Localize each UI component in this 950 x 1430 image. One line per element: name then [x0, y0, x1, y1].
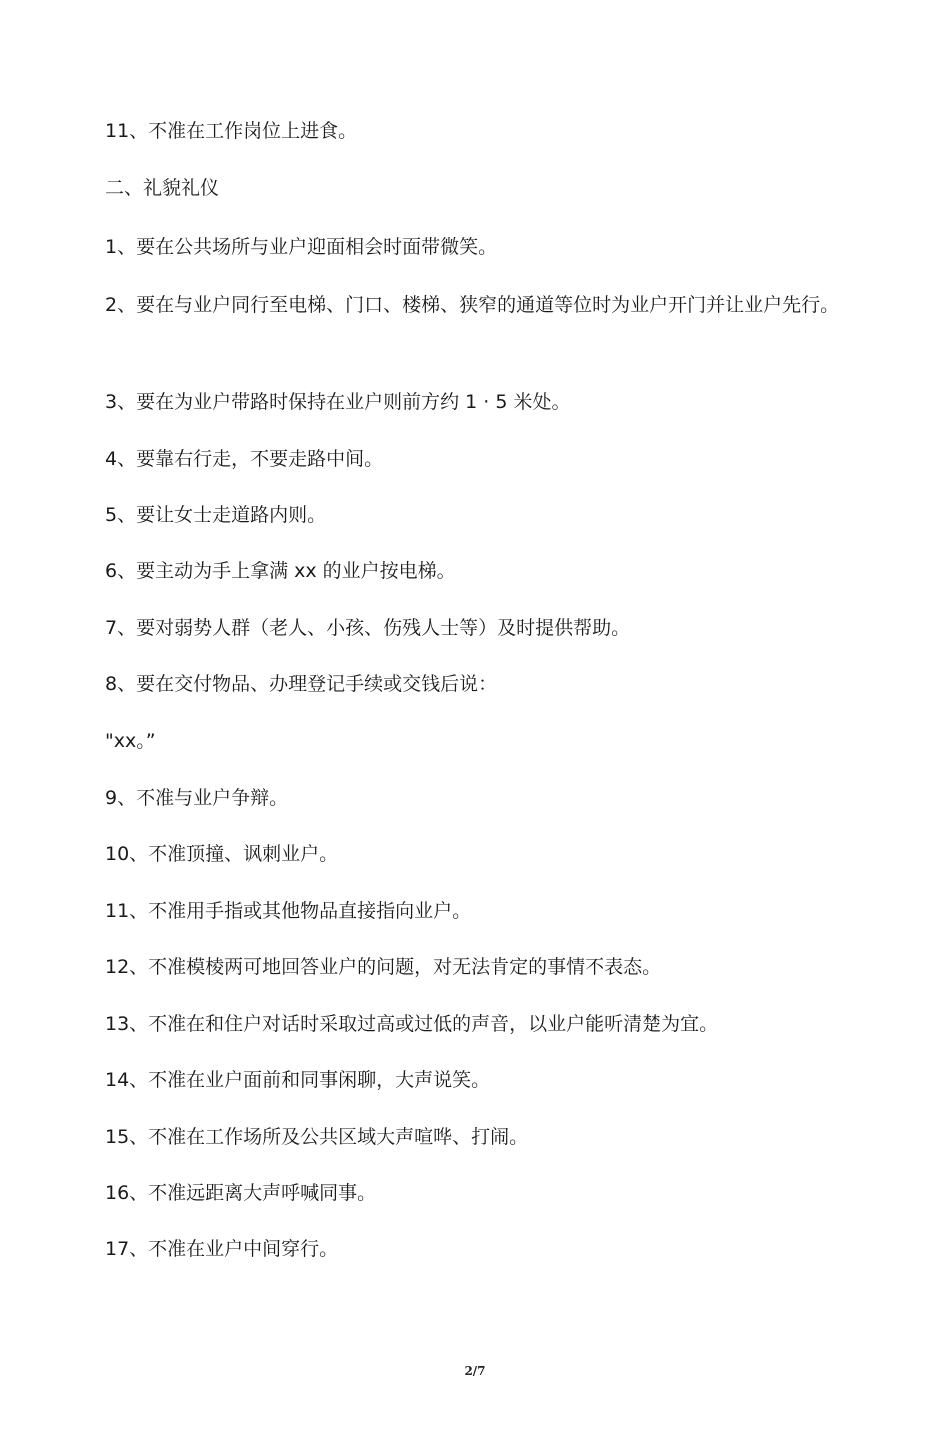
- paragraph-17: 16、不准远距离大声呼喊同事。: [105, 1182, 377, 1204]
- paragraph-10: 9、不准与业户争辩。: [105, 787, 289, 809]
- paragraph-8: 7、要对弱势人群（老人、小孩、伤残人士等）及时提供帮助。: [105, 617, 631, 639]
- paragraph-13: 12、不准模棱两可地回答业户的问题，对无法肯定的事情不表态。: [105, 956, 662, 978]
- section-heading: 二、礼貌礼仪: [105, 177, 220, 199]
- paragraph-1: 11、不准在工作岗位上进食。: [105, 120, 358, 142]
- paragraph-3: 2、要在与业户同行至电梯、门口、楼梯、狭窄的通道等位时为业户开门并让业户先行。: [105, 294, 840, 316]
- page-number: 2/7: [464, 1364, 486, 1378]
- paragraph-15: 14、不准在业户面前和同事闲聊，大声说笑。: [105, 1069, 491, 1091]
- paragraph-18: 17、不准在业户中间穿行。: [105, 1238, 339, 1260]
- paragraph-14: 13、不准在和住户对话时采取过高或过低的声音，以业户能听清楚为宜。: [105, 1013, 719, 1035]
- paragraph-7: 6、要主动为手上拿满 xx 的业户按电梯。: [105, 560, 456, 582]
- paragraph-5: 4、要靠右行走，不要走路中间。: [105, 448, 384, 470]
- paragraph-16: 15、不准在工作场所及公共区域大声喧哗、打闹。: [105, 1126, 529, 1148]
- paragraph-12: 11、不准用手指或其他物品直接指向业户。: [105, 900, 472, 922]
- paragraph-4: 3、要在为业户带路时保持在业户则前方约 1 · 5 米处。: [105, 391, 571, 413]
- paragraph-quote: "xx。”: [105, 730, 156, 752]
- paragraph-11: 10、不准顶撞、讽刺业户。: [105, 843, 339, 865]
- paragraph-9: 8、要在交付物品、办理登记手续或交钱后说：: [105, 673, 498, 695]
- paragraph-2: 1、要在公共场所与业户迎面相会时面带微笑。: [105, 236, 498, 258]
- paragraph-6: 5、要让女士走道路内则。: [105, 504, 327, 526]
